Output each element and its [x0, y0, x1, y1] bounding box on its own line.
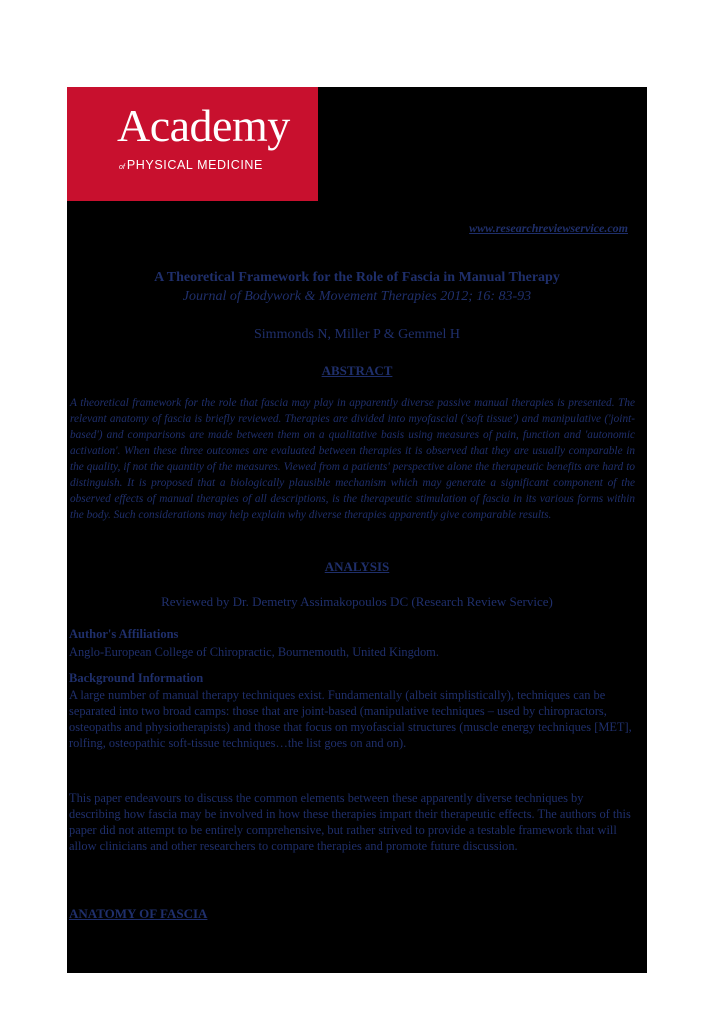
background-heading: Background Information: [69, 671, 204, 685]
website-link[interactable]: www.researchreviewservice.com: [469, 221, 628, 235]
article-title: A Theoretical Framework for the Role of Fascia in Manual Therapy: [154, 270, 560, 285]
journal-citation: Journal of Bodywork & Movement Therapies 2012; 16: 83-93: [182, 289, 532, 304]
analysis-heading: ANALYSIS: [324, 559, 390, 574]
affiliations-text: Anglo-European College of Chiropractic, Bournemouth, United Kingdom.: [69, 645, 439, 659]
academy-logo: [67, 87, 318, 201]
abstract-heading: ABSTRACT: [321, 363, 393, 378]
background-paragraph-1: A large number of manual therapy techniques exist. Fundamentally (albeit simplistically), techniques can be separated into two broad camps: those that are joint-based (manipulative techniques – used by chiropractors, osteopaths and physiotherapists) and those that focus on myofascial structures (muscle energy techniques [MET], rolfing, osteopathic soft-tissue techniques…the list goes on and on).: [69, 688, 632, 750]
article-authors: Simmonds N, Miller P & Gemmel H: [254, 327, 460, 342]
background-paragraph-2: This paper endeavours to discuss the common elements between these apparently diverse techniques by describing how fascia may be involved in how these therapies impart their therapeutic effects. The authors of this paper did not attempt to be entirely comprehensive, but rather strived to provide a testable framework that will allow clinicians and other researchers to compare therapies and promote future discussion.: [69, 791, 631, 853]
logo-subtitle-of: of: [119, 164, 125, 171]
document-panel: [67, 87, 647, 973]
logo-wordmark: Academy: [117, 100, 290, 151]
logo-subtitle-main: PHYSICAL MEDICINE: [126, 158, 263, 172]
affiliations-heading: Author's Affiliations: [69, 627, 179, 641]
abstract-text: A theoretical framework for the role that fascia may play in apparently diverse passive manual therapies is presented. The relevant anatomy of fascia is briefly reviewed. Therapies are divided into myofascial ('soft tissue') and manipulative ('joint-based') and comparisons are made between them on a qualitative basis using measures of pain, function and 'autonomic activation'. When these three outcomes are evaluated between therapies it is observed that they are usually comparable in the quality, if not the quantity of the measures. Viewed from a patients' perspective alone the therapeutic benefits are hard to distinguish. It is proposed that a biologically plausible mechanism which may generate a significant component of the observed effects of manual therapies of all descriptions, is the therapeutic stimulation of fascia in its various forms within the body. Such considerations may help explain why diverse therapies apparently give comparable results.: [70, 397, 635, 521]
anatomy-heading: ANATOMY OF FASCIA: [69, 906, 208, 921]
reviewed-by: Reviewed by Dr. Demetry Assimakopoulos DC (Research Review Service): [161, 594, 553, 609]
logo-subtitle: [119, 158, 263, 172]
